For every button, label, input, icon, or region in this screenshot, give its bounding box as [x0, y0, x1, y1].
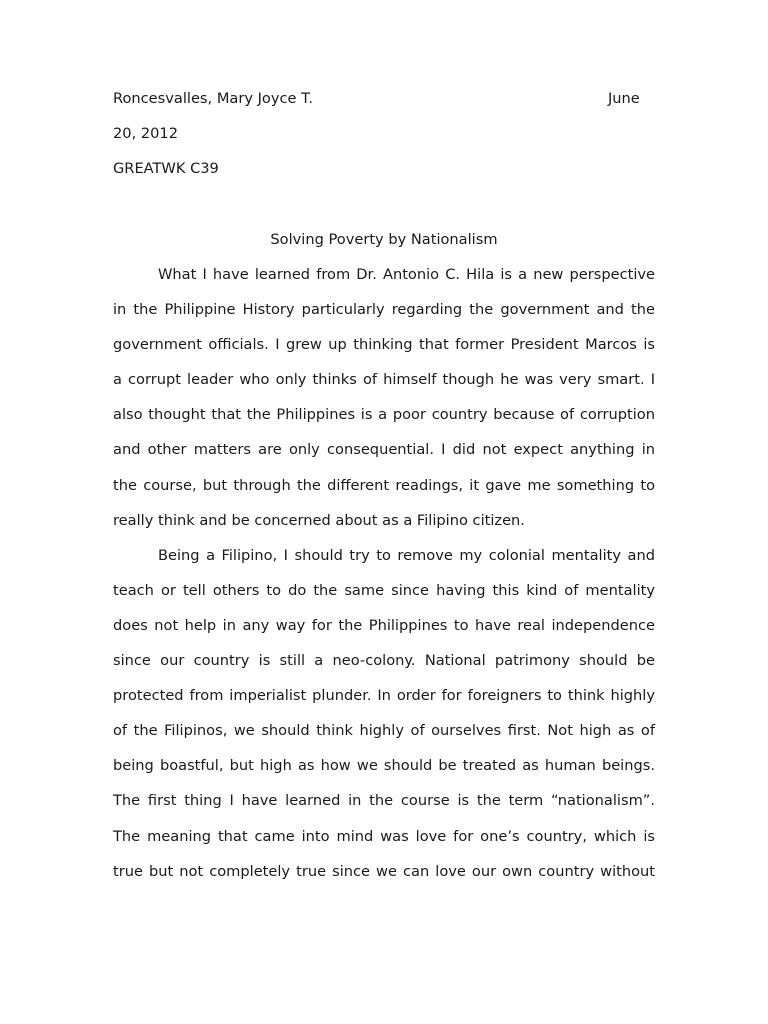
- essay-body: [113, 265, 655, 897]
- body-line: since our country is still a neo-colony. National patrimony should be: [113, 652, 655, 670]
- body-line: a corrupt leader who only thinks of himself though he was very smart. I: [113, 371, 655, 389]
- body-line: being boastful, but high as how we should be treated as human beings.: [113, 757, 655, 775]
- body-line: teach or tell others to do the same since having this kind of mentality: [113, 581, 655, 599]
- body-line: in the Philippine History particularly regarding the government and the: [113, 301, 655, 319]
- author-name: Roncesvalles, Mary Joyce T.: [113, 90, 313, 107]
- body-line: true but not completely true since we can love our own country without: [113, 862, 655, 880]
- body-line: What I have learned from Dr. Antonio C. Hila is a new perspective: [158, 266, 655, 283]
- body-line: The first thing I have learned in the course is the term “nationalism”.: [113, 792, 655, 810]
- body-line: protected from imperialist plunder. In order for foreigners to think highly: [113, 687, 655, 705]
- body-line: of the Filipinos, we should think highly of ourselves first. Not high as of: [113, 722, 655, 740]
- body-line: and other matters are only consequential. I did not expect anything in: [113, 441, 655, 459]
- body-line: The meaning that came into mind was love for one’s country, which is: [113, 827, 655, 845]
- date-day-year: 20, 2012: [113, 125, 178, 142]
- essay-title: Solving Poverty by Nationalism: [270, 231, 498, 248]
- body-line: the course, but through the different readings, it gave me something to: [113, 476, 655, 494]
- body-line: really think and be concerned about as a Filipino citizen.: [113, 511, 525, 529]
- course-code: GREATWK C39: [113, 160, 219, 177]
- date-month: June: [608, 90, 640, 107]
- body-line: also thought that the Philippines is a poor country because of corruption: [113, 406, 655, 424]
- body-line: does not help in any way for the Philippines to have real independence: [113, 616, 655, 634]
- body-line: Being a Filipino, I should try to remove my colonial mentality and: [158, 546, 655, 564]
- body-line: government officials. I grew up thinking that former President Marcos is: [113, 336, 655, 354]
